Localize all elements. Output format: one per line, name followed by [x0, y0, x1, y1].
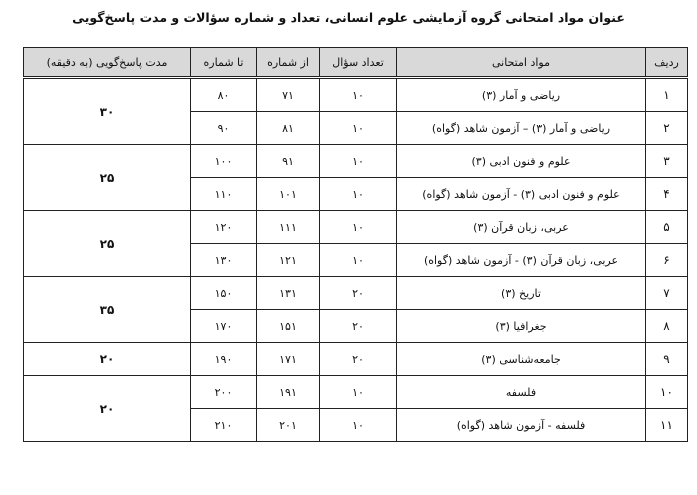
subject-cell: علوم و فنون ادبی (۳) - آزمون شاهد (گواه): [397, 178, 646, 211]
table-row: [24, 277, 688, 310]
header-to-number: تا شماره: [191, 48, 257, 78]
header-duration: مدت پاسخ‌گویی (به دقیقه): [24, 48, 191, 78]
subject-cell: ریاضی و آمار (۳): [397, 78, 646, 112]
duration-cell: ۲۵: [24, 145, 191, 211]
to-number-cell: ۱۱۰: [191, 178, 257, 211]
to-number-cell: ۱۰۰: [191, 145, 257, 178]
question-count-cell: ۲۰: [320, 277, 397, 310]
subject-cell: جامعه‌شناسی (۳): [397, 343, 646, 376]
from-number-cell: ۸۱: [257, 112, 320, 145]
exam-subjects-table: [23, 47, 688, 442]
table-row: [24, 343, 688, 376]
duration-cell: ۲۰: [24, 343, 191, 376]
subject-cell: تاریخ (۳): [397, 277, 646, 310]
row-number: ۵: [646, 211, 688, 244]
header-row-number: ردیف: [646, 48, 688, 78]
row-number: ۹: [646, 343, 688, 376]
to-number-cell: ۱۹۰: [191, 343, 257, 376]
to-number-cell: ۸۰: [191, 78, 257, 112]
question-count-cell: ۱۰: [320, 211, 397, 244]
from-number-cell: ۱۰۱: [257, 178, 320, 211]
subject-cell: علوم و فنون ادبی (۳): [397, 145, 646, 178]
from-number-cell: ۱۳۱: [257, 277, 320, 310]
question-count-cell: ۱۰: [320, 112, 397, 145]
from-number-cell: ۱۷۱: [257, 343, 320, 376]
row-number: ۶: [646, 244, 688, 277]
subject-cell: فلسفه - آزمون شاهد (گواه): [397, 409, 646, 442]
row-number: ۸: [646, 310, 688, 343]
row-number: ۱۱: [646, 409, 688, 442]
table-row: [24, 78, 688, 112]
subject-cell: فلسفه: [397, 376, 646, 409]
from-number-cell: ۲۰۱: [257, 409, 320, 442]
from-number-cell: ۱۲۱: [257, 244, 320, 277]
question-count-cell: ۱۰: [320, 409, 397, 442]
table-row: [24, 211, 688, 244]
from-number-cell: ۹۱: [257, 145, 320, 178]
to-number-cell: ۲۰۰: [191, 376, 257, 409]
row-number: ۴: [646, 178, 688, 211]
duration-cell: ۲۰: [24, 376, 191, 442]
duration-cell: ۳۰: [24, 78, 191, 145]
subject-cell: ریاضی و آمار (۳) – آزمون شاهد (گواه): [397, 112, 646, 145]
to-number-cell: ۲۱۰: [191, 409, 257, 442]
subject-cell: جغرافیا (۳): [397, 310, 646, 343]
from-number-cell: ۱۵۱: [257, 310, 320, 343]
subject-cell: عربی، زبان قرآن (۳) - آزمون شاهد (گواه): [397, 244, 646, 277]
header-from-number: از شماره: [257, 48, 320, 78]
row-number: ۱۰: [646, 376, 688, 409]
from-number-cell: ۷۱: [257, 78, 320, 112]
question-count-cell: ۱۰: [320, 244, 397, 277]
row-number: ۷: [646, 277, 688, 310]
to-number-cell: ۱۲۰: [191, 211, 257, 244]
duration-cell: ۲۵: [24, 211, 191, 277]
question-count-cell: ۲۰: [320, 343, 397, 376]
to-number-cell: ۱۷۰: [191, 310, 257, 343]
page-title: عنوان مواد امتحانی گروه آزمایشی علوم انسانی، تعداد و شماره سؤالات و مدت پاسخ‌گویی: [72, 10, 625, 25]
question-count-cell: ۱۰: [320, 78, 397, 112]
to-number-cell: ۹۰: [191, 112, 257, 145]
question-count-cell: ۲۰: [320, 310, 397, 343]
header-subject: مواد امتحانی: [397, 48, 646, 78]
to-number-cell: ۱۵۰: [191, 277, 257, 310]
from-number-cell: ۱۱۱: [257, 211, 320, 244]
table-row: [24, 145, 688, 178]
row-number: ۳: [646, 145, 688, 178]
question-count-cell: ۱۰: [320, 376, 397, 409]
to-number-cell: ۱۳۰: [191, 244, 257, 277]
table-header-row: [24, 48, 688, 78]
from-number-cell: ۱۹۱: [257, 376, 320, 409]
table-row: [24, 376, 688, 409]
question-count-cell: ۱۰: [320, 178, 397, 211]
header-question-count: تعداد سؤال: [320, 48, 397, 78]
row-number: ۱: [646, 78, 688, 112]
duration-cell: ۳۵: [24, 277, 191, 343]
subject-cell: عربی، زبان قرآن (۳): [397, 211, 646, 244]
row-number: ۲: [646, 112, 688, 145]
question-count-cell: ۱۰: [320, 145, 397, 178]
